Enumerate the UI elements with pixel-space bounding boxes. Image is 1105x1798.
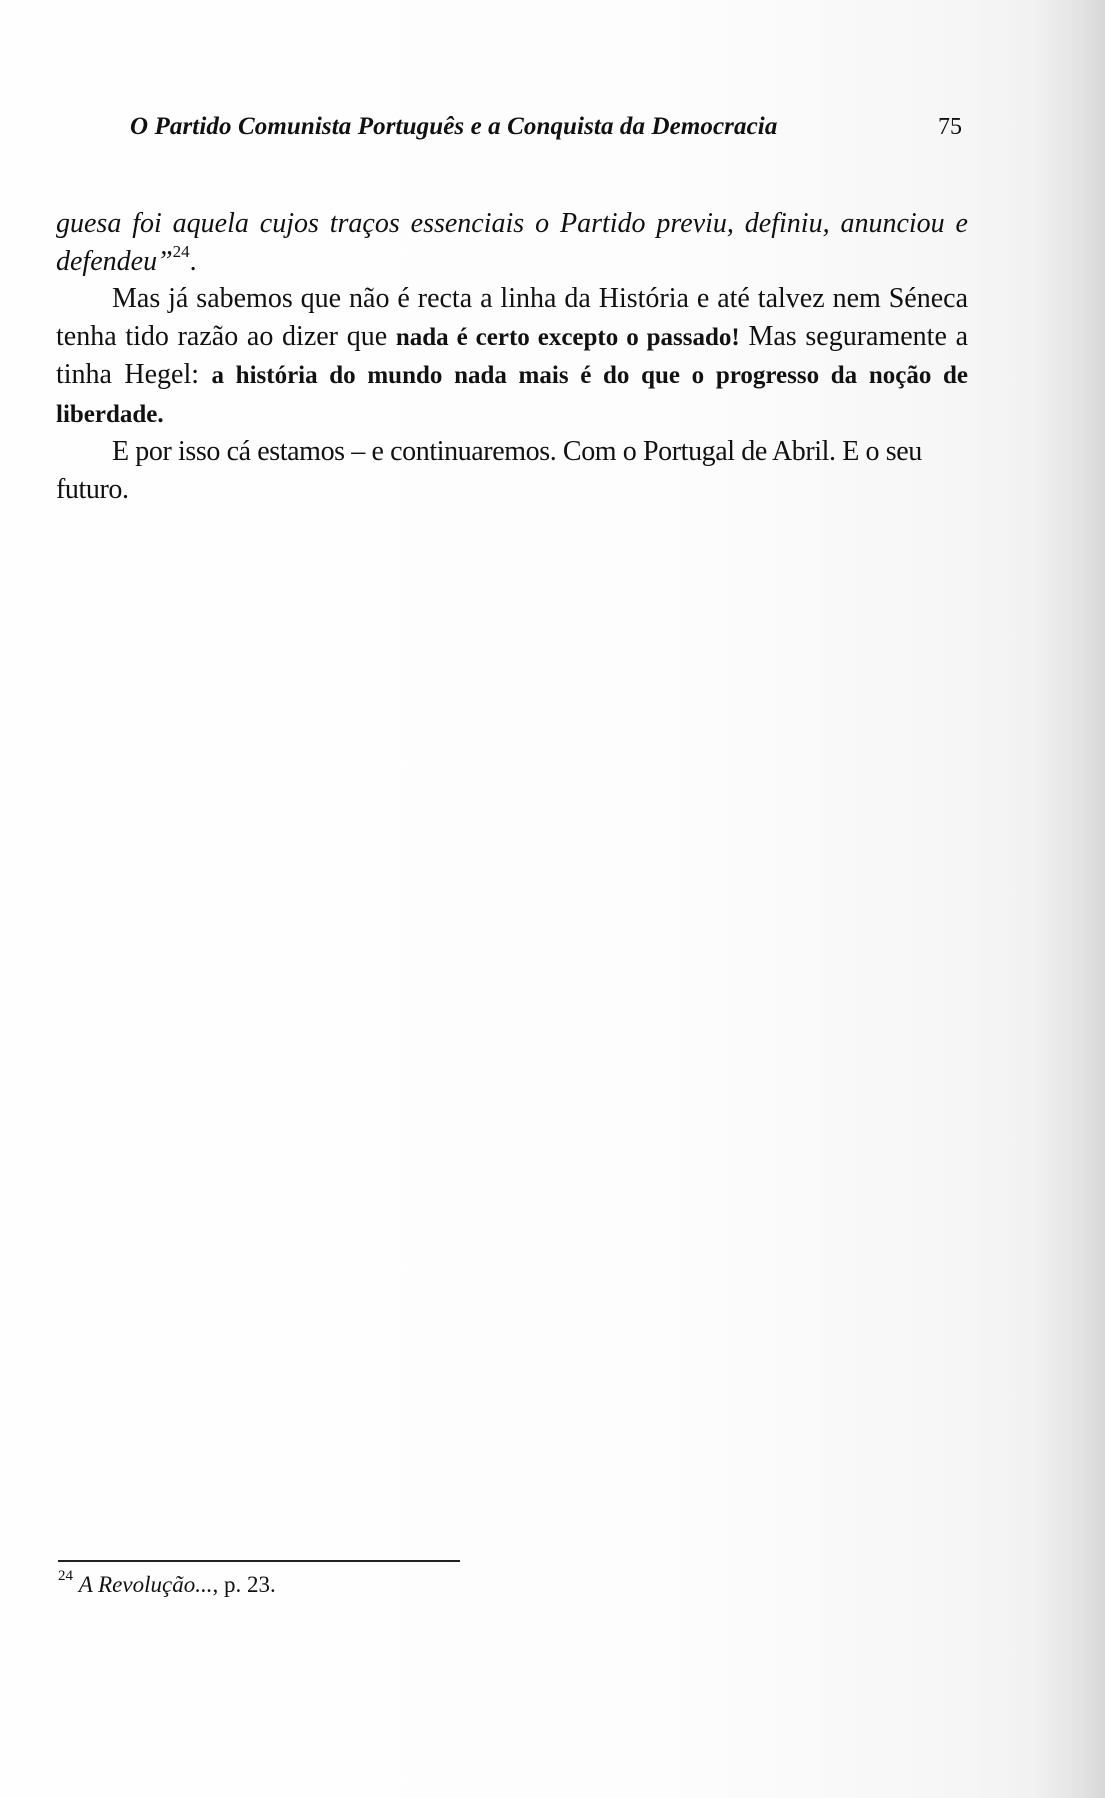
- paragraph-conclusion: [56, 433, 968, 508]
- footnote-title: A Revolução...: [78, 1572, 213, 1597]
- bold-quote-hegel: a história do mundo nada mais é do que o progresso da noção de liberdade.: [56, 362, 969, 428]
- closing-quote: ”: [157, 245, 173, 277]
- paragraph-text: Mas já sabemos que não é recta a linha da História e até talvez nem Séneca tenha tido razão ao dizer que: [56, 283, 968, 352]
- footnote-number: 24: [58, 1568, 73, 1584]
- italic-quotation: guesa foi aquela cujos traços essenciais o Partido previu, definiu, anunciou e defendeu: [56, 208, 968, 277]
- footnote-page: , p. 23.: [212, 1572, 276, 1597]
- bold-quote-seneca: nada é certo excepto o passado!: [395, 323, 740, 351]
- paragraph-text: Mas seguramente a tinha Hegel:: [56, 320, 968, 390]
- page-edge-shadow: [1035, 0, 1105, 1798]
- footnote-reference: 24: [172, 241, 190, 261]
- sentence-end: .: [189, 245, 197, 277]
- footnote-divider: [58, 1560, 460, 1562]
- paragraph-continuation: [56, 205, 968, 280]
- paragraph-seneca-hegel: [56, 280, 968, 433]
- body-text: [56, 205, 968, 508]
- footnote: [58, 1568, 276, 1598]
- paragraph-text: E por isso cá estamos – e continuaremos. Com o Portugal de Abril. E o seu futuro.: [56, 436, 922, 505]
- running-header: O Partido Comunista Português e a Conquista da Democracia: [130, 113, 778, 140]
- page-number: 75: [938, 114, 962, 140]
